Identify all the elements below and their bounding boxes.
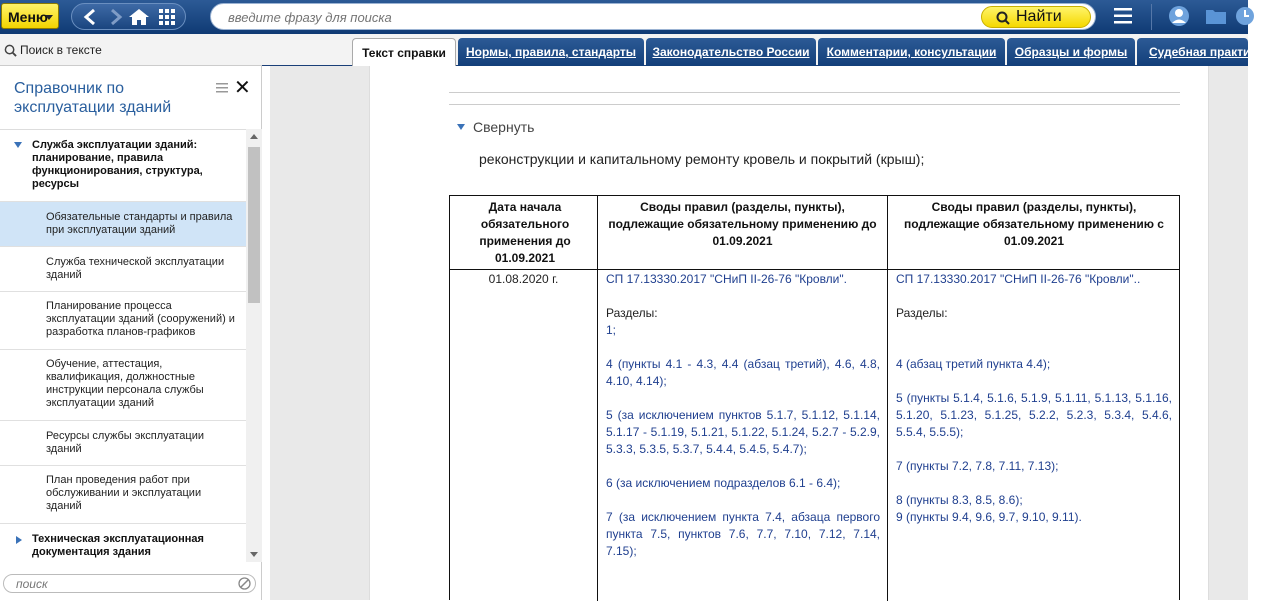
table-column-divider bbox=[597, 196, 598, 601]
chevron-right-icon bbox=[16, 536, 22, 544]
close-icon[interactable]: ✕ bbox=[234, 77, 251, 99]
paragraph-gap bbox=[606, 492, 880, 509]
find-button[interactable] bbox=[981, 6, 1091, 28]
table-cell-paragraph: 6 (за исключением подразделов 6.1 - 6.4); bbox=[606, 476, 841, 490]
tree-section-label: Служба эксплуатации зданий: планирование, правила функционирования, структура, ресурсы bbox=[32, 139, 203, 190]
paragraph-gap bbox=[896, 339, 1172, 356]
table-header-before: Своды правил (разделы, пункты), подлежащие обязательному применению до 01.09.2021 bbox=[608, 200, 877, 248]
table-cell-date: 01.08.2020 г. bbox=[488, 272, 559, 286]
tree-item-label: План проведения работ при обслуживании и эксплуатации зданий bbox=[46, 474, 202, 512]
navigation-group bbox=[71, 3, 186, 30]
paragraph-gap bbox=[606, 390, 880, 407]
main-search-input[interactable] bbox=[228, 9, 928, 26]
table-cell-before bbox=[606, 271, 880, 560]
paragraph-gap bbox=[896, 288, 1172, 305]
scroll-up-icon[interactable] bbox=[250, 134, 258, 139]
tabs-bar bbox=[262, 34, 1263, 66]
paragraph-gap bbox=[896, 441, 1172, 458]
home-icon[interactable] bbox=[128, 8, 150, 26]
table-cell-paragraph: 4 (абзац третий пункта 4.4); bbox=[896, 357, 1051, 371]
tab-forms[interactable]: Образцы и формы bbox=[1007, 38, 1135, 66]
menu-label: Меню bbox=[8, 9, 48, 25]
tab-help-text[interactable]: Текст справки bbox=[352, 38, 456, 66]
paragraph-gap bbox=[896, 322, 1172, 339]
clock-icon[interactable] bbox=[1234, 5, 1248, 27]
tree-section-service[interactable] bbox=[0, 130, 246, 202]
paragraph-gap bbox=[896, 373, 1172, 390]
search-icon bbox=[996, 11, 1010, 25]
main-search-box bbox=[210, 3, 1096, 30]
collapse-label: Свернуть bbox=[473, 119, 535, 135]
table-cell-paragraph: Разделы: bbox=[606, 306, 658, 320]
table-cell-paragraph: СП 17.13330.2017 "СНиП II-26-76 "Кровли".. bbox=[896, 272, 1141, 286]
norms-table bbox=[449, 195, 1180, 600]
paragraph-gap bbox=[606, 458, 880, 475]
table-cell-paragraph: Разделы: bbox=[896, 306, 948, 320]
table-column-divider bbox=[887, 196, 888, 601]
paragraph-gap bbox=[606, 339, 880, 356]
tree-section-documentation[interactable] bbox=[0, 524, 246, 574]
tree-item-label: Служба технической эксплуатации зданий bbox=[46, 256, 225, 281]
tree-item-technical-service[interactable] bbox=[0, 247, 246, 292]
contents-tree bbox=[0, 129, 246, 562]
table-cell-paragraph: 9 (пункты 9.4, 9.6, 9.7, 9.10, 9.11). bbox=[896, 510, 1082, 524]
back-arrow-icon[interactable] bbox=[80, 8, 102, 26]
tree-item-label: Обязательные стандарты и правила при эксплуатации зданий bbox=[46, 211, 233, 236]
tree-scrollbar[interactable] bbox=[246, 129, 262, 562]
table-cell-after bbox=[896, 271, 1172, 526]
tree-item-label: Планирование процесса эксплуатации зданий (сооружений) и разработка планов-графиков bbox=[46, 300, 235, 338]
top-toolbar bbox=[0, 0, 1248, 34]
find-label: Найти bbox=[1016, 8, 1062, 25]
table-header-divider bbox=[450, 269, 1179, 270]
reference-panel bbox=[0, 66, 262, 600]
tree-section-label: Техническая эксплуатационная документация здания bbox=[32, 533, 204, 558]
clear-icon[interactable] bbox=[238, 577, 251, 590]
tree-item-resources[interactable] bbox=[0, 421, 246, 466]
left-panel-header bbox=[0, 34, 262, 66]
user-icon[interactable] bbox=[1167, 5, 1191, 27]
panel-search-input[interactable] bbox=[16, 577, 216, 591]
search-icon bbox=[4, 44, 17, 57]
scroll-down-icon[interactable] bbox=[250, 552, 258, 557]
tab-court-practice[interactable]: Судебная практика bbox=[1137, 38, 1248, 66]
tree-item-mandatory-standards[interactable] bbox=[0, 202, 246, 247]
table-cell-paragraph: 7 (за исключением пункта 7.4, абзаца первого пункта 7.5, пунктов 7.6, 7.7, 7.10, 7.12, 7.14, 7.15); bbox=[606, 510, 880, 558]
forward-arrow-icon[interactable] bbox=[104, 8, 126, 26]
table-cell-paragraph: 4 (пункты 4.1 - 4.3, 4.4 (абзац третий), 4.6, 4.8, 4.10, 4.14); bbox=[606, 357, 880, 388]
tab-comments[interactable]: Комментарии, консультации bbox=[818, 38, 1005, 66]
divider bbox=[449, 92, 1180, 93]
tab-norms[interactable]: Нормы, правила, стандарты bbox=[458, 38, 644, 66]
table-cell-paragraph: 8 (пункты 8.3, 8.5, 8.6); bbox=[896, 493, 1023, 507]
table-header-date: Дата начала обязательного применения до 01.09.2021 bbox=[479, 200, 571, 265]
toolbar-divider bbox=[1151, 4, 1152, 30]
table-cell-paragraph: СП 17.13330.2017 "СНиП II-26-76 "Кровли". bbox=[606, 272, 847, 286]
search-in-text-label: Поиск в тексте bbox=[20, 43, 102, 57]
scroll-thumb[interactable] bbox=[248, 147, 260, 303]
divider bbox=[449, 104, 1180, 105]
table-cell-paragraph: 1; bbox=[606, 323, 617, 337]
table-header-after: Своды правил (разделы, пункты), подлежащие обязательному применению с 01.09.2021 bbox=[904, 200, 1164, 248]
chevron-down-icon bbox=[457, 124, 465, 130]
tree-item-label: Обучение, аттестация, квалификация, должностные инструкции персонала службы эксплуатации зданий bbox=[46, 358, 204, 409]
menu-button[interactable] bbox=[1, 3, 59, 29]
paragraph-gap bbox=[896, 475, 1172, 492]
chevron-down-icon bbox=[45, 15, 53, 20]
panel-title: Справочник по эксплуатации зданий bbox=[14, 80, 172, 116]
folder-icon[interactable] bbox=[1204, 5, 1228, 27]
grid-icon[interactable] bbox=[156, 8, 178, 26]
tree-item-training[interactable] bbox=[0, 350, 246, 421]
paragraph-gap bbox=[606, 288, 880, 305]
table-cell-paragraph: 5 (пункты 5.1.4, 5.1.6, 5.1.9, 5.1.11, 5.1.13, 5.1.16, 5.1.20, 5.1.23, 5.1.25, 5.2.2, 5.2.3, 5.3.4, 5.4.6, 5.5.4, 5.5.5); bbox=[896, 391, 1172, 439]
collapse-toggle[interactable] bbox=[457, 119, 534, 135]
panel-search-box bbox=[3, 574, 256, 593]
table-cell-paragraph: 5 (за исключением пунктов 5.1.7, 5.1.12, 5.1.14, 5.1.17 - 5.1.19, 5.1.21, 5.1.22, 5.1.24, 5.2.7 - 5.2.9, 5.3.3, 5.3.5, 5.3.7, 5.4.4, 5.4.5, 5.4.7); bbox=[606, 408, 880, 456]
intro-text: реконструкции и капитальному ремонту кровель и покрытий (крыш); bbox=[479, 151, 925, 167]
tree-item-planning[interactable] bbox=[0, 292, 246, 350]
tree-item-work-plan[interactable] bbox=[0, 466, 246, 524]
list-icon[interactable] bbox=[216, 82, 228, 94]
table-cell-paragraph: 7 (пункты 7.2, 7.8, 7.11, 7.13); bbox=[896, 459, 1059, 473]
tree-item-label: Ресурсы службы эксплуатации зданий bbox=[46, 430, 205, 455]
tab-legislation[interactable]: Законодательство России bbox=[646, 38, 816, 66]
hamburger-menu-icon[interactable] bbox=[1111, 5, 1135, 27]
search-in-text-button[interactable] bbox=[4, 43, 102, 57]
chevron-down-icon bbox=[14, 142, 22, 148]
